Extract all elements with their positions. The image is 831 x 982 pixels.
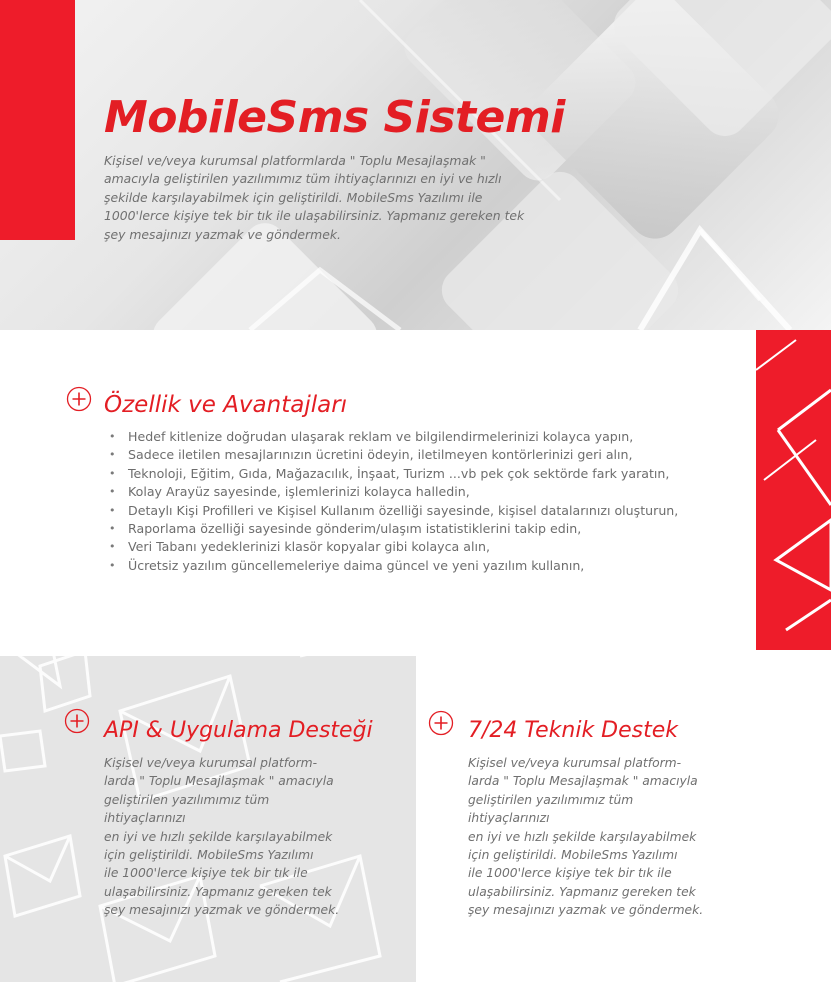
list-item: • Raporlama özelliği sayesinde gönderim/ulaşım istatistiklerini takip edin, [109, 520, 678, 538]
hero-description: Kişisel ve/veya kurumsal platformlarda " Toplu Mesajlaşmak " amacıyla geliştirilen yazılımımız tüm ihtiyaçlarınızı en iyi ve hızlı şekilde karşılayabilmek için geliştirildi. MobileSms Yazılımı ile 1000'lerce kişiye tek bir tık ile ulaşabilirsiniz. Yapmanız gereken tek şey mesajınızı yazmak ve göndermek. [104, 153, 525, 242]
list-item: • Kolay Arayüz sayesinde, işlemlerinizi kolayca halledin, [109, 483, 678, 501]
list-item: • Ücretsiz yazılım güncellemeleriye daima güncel ve yeni yazılım kullanın, [109, 557, 678, 575]
plus-circle-icon [66, 386, 92, 412]
list-item: • Sadece iletilen mesajlarınızın ücretini ödeyin, iletilmeyen kontörlerinizi geri alın, [109, 446, 678, 464]
envelope-icon [756, 330, 831, 650]
features-section [0, 330, 831, 656]
api-support-section [0, 656, 416, 982]
plus-circle-icon [64, 708, 90, 734]
list-item: • Hedef kitlenize doğrudan ulaşarak reklam ve bilgilendirmelerinizi kolayca yapın, [109, 428, 678, 446]
api-description: Kişisel ve/veya kurumsal platform- larda " Toplu Mesajlaşmak " amacıyla geliştirilen yazılımımız tüm ihtiyaçlarınızı en iyi ve hızlı şekilde karşılayabilmek için geliştirildi. MobileSms Yazılımı ile 1000'lerce kişiye tek bir tık ile ulaşabilirsiniz. Yapmanız gereken tek şey mesajınızı yazmak ve göndermek. [104, 756, 340, 918]
api-title: API & Uygulama Desteği [104, 718, 373, 743]
hero-banner [0, 0, 831, 330]
plus-circle-icon [428, 710, 454, 736]
feature-list [109, 428, 678, 575]
support-title: 7/24 Teknik Destek [468, 718, 679, 743]
features-title: Özellik ve Avantajları [104, 392, 348, 418]
list-item: • Detaylı Kişi Profilleri ve Kişisel Kullanım özelliği sayesinde, kişisel datalarınızı oluşturun, [109, 502, 678, 520]
technical-support-section [416, 656, 831, 982]
list-item: • Teknoloji, Eğitim, Gıda, Mağazacılık, İnşaat, Turizm ...vb pek çok sektörde fark yaratın, [109, 465, 678, 483]
list-item: • Veri Tabanı yedeklerinizi klasör kopyalar gibi kolayca alın, [109, 538, 678, 556]
support-description: Kişisel ve/veya kurumsal platform- larda " Toplu Mesajlaşmak " amacıyla geliştirilen yazılımımız tüm ihtiyaçlarınızı en iyi ve hızlı şekilde karşılayabilmek için geliştirildi. MobileSms Yazılımı ile 1000'lerce kişiye tek bir tık ile ulaşabilirsiniz. Yapmanız gereken tek şey mesajınızı yazmak ve göndermek. [468, 756, 704, 918]
hero-title: MobileSms Sistemi [104, 92, 565, 143]
red-side-panel [756, 330, 831, 650]
hero-red-bar [0, 0, 75, 240]
